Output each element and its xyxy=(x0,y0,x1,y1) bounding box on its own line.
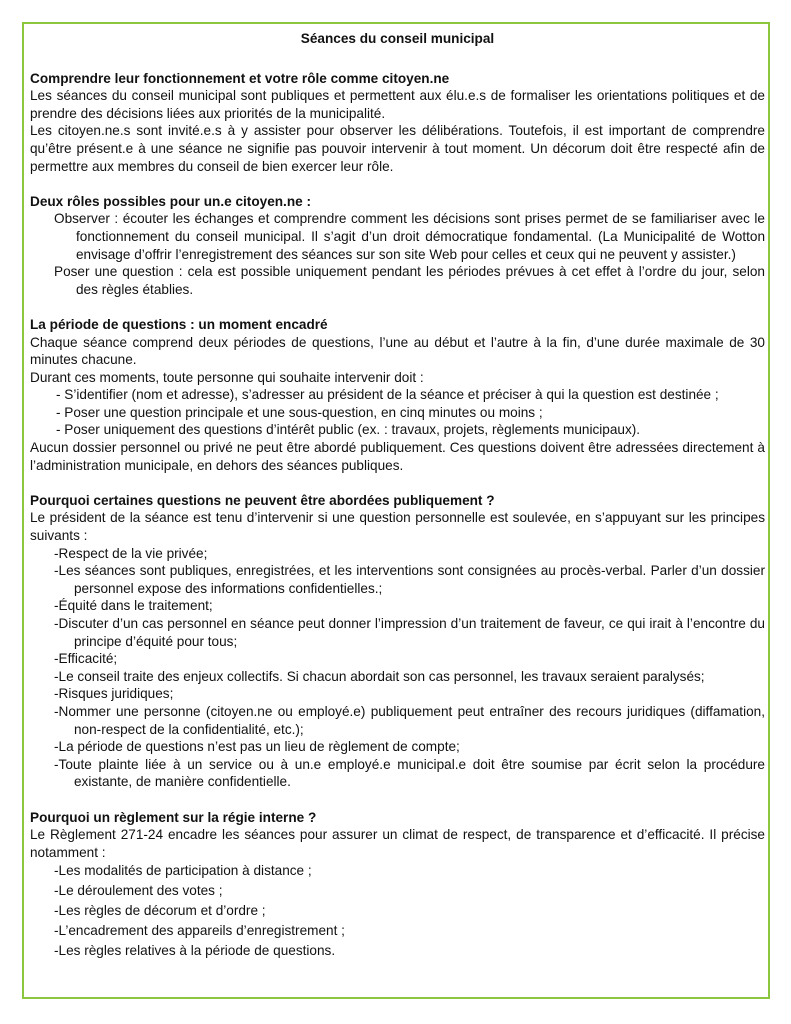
list-item: -Les séances sont publiques, enregistrées, et les interventions sont consignées au procès-verbal. Parler d’un dossier personnel expose des informations confidentielles.; xyxy=(54,563,765,596)
paragraph: Durant ces moments, toute personne qui souhaite intervenir doit : xyxy=(30,369,424,385)
paragraph: Les citoyen.ne.s sont invité.e.s à y assister pour observer les délibérations. Toutefois, il est important de comprendre qu’être présent.e à une séance ne signifie pas pouvoir intervenir à tout moment. Un décorum doit être respecté afin de permettre aux membres du conseil de bien exercer leur rôle. xyxy=(30,123,765,174)
role-item-observer: Observer : écouter les échanges et comprendre comment les décisions sont prises permet de se familiariser avec le fonctionnement du conseil municipal. Il s’agit d’un droit démocratique fondamental. (La Municipalité de Wotton envisage d’offrir l’enregistrement des séances sur son site Web pour celles et ceux qui ne peuvent y assister.) xyxy=(54,211,765,262)
list-item: - Poser uniquement des questions d’intérêt public (ex. : travaux, projets, règlements municipaux). xyxy=(56,422,641,438)
list-item: -Les modalités de participation à distance ; xyxy=(54,863,312,879)
list-item: -La période de questions n’est pas un lieu de règlement de compte; xyxy=(54,739,460,755)
section-pourquoi-questions xyxy=(30,492,765,791)
section-heading: Comprendre leur fonctionnement et votre rôle comme citoyen.ne xyxy=(30,70,450,86)
list-item: - Poser une question principale et une sous-question, en cinq minutes ou moins ; xyxy=(56,404,543,420)
paragraph: Le président de la séance est tenu d’intervenir si une question personnelle est soulevée, en s’appuyant sur les principes suivants : xyxy=(30,510,765,544)
list-item: -Respect de la vie privée; xyxy=(54,545,208,561)
list-item: -Les règles de décorum et d’ordre ; xyxy=(54,903,266,919)
list-item: -Le déroulement des votes ; xyxy=(54,883,223,899)
section-heading: Pourquoi un règlement sur la régie interne ? xyxy=(30,809,317,825)
section-deux-roles xyxy=(30,193,765,299)
list-item: -Discuter d’un cas personnel en séance peut donner l’impression d’un traitement de faveur, ce qui irait à l’encontre du principe d’équité pour tous; xyxy=(54,616,765,649)
list-item: - S’identifier (nom et adresse), s’adresser au président de la séance et préciser à qui la question est destinée ; xyxy=(56,387,719,403)
section-heading: Pourquoi certaines questions ne peuvent être abordées publiquement ? xyxy=(30,492,495,508)
section-periode-questions xyxy=(30,316,765,474)
document-body xyxy=(30,30,765,979)
paragraph: Chaque séance comprend deux périodes de questions, l’une au début et l’autre à la fin, d’une durée maximale de 30 minutes chacune. xyxy=(30,334,765,368)
paragraph: Aucun dossier personnel ou privé ne peut être abordé publiquement. Ces questions doivent être adressées directement à l’administration municipale, en dehors des séances publiques. xyxy=(30,440,765,473)
section-role-citoyen xyxy=(30,70,765,176)
list-item: -Efficacité; xyxy=(54,651,118,667)
list-item: -Équité dans le traitement; xyxy=(54,598,213,614)
role-item-poser-question: Poser une question : cela est possible uniquement pendant les périodes prévues à cet effet à l’ordre du jour, selon des règles établies. xyxy=(54,264,765,297)
list-item: -Nommer une personne (citoyen.ne ou employé.e) publiquement peut entraîner des recours juridiques (diffamation, non-respect de la confidentialité, etc.); xyxy=(54,703,765,737)
list-item: -Toute plainte liée à un service ou à un.e employé.e municipal.e doit être soumise par écrit selon la procédure existante, de manière confidentielle. xyxy=(54,756,765,790)
section-reglement xyxy=(30,809,765,962)
paragraph: Le Règlement 271-24 encadre les séances pour assurer un climat de respect, de transparence et d’efficacité. Il précise notamment : xyxy=(30,827,765,860)
document-title: Séances du conseil municipal xyxy=(300,31,495,46)
section-heading: La période de questions : un moment encadré xyxy=(30,316,328,332)
list-item: -Risques juridiques; xyxy=(54,686,174,702)
list-item: -Les règles relatives à la période de questions. xyxy=(54,943,336,959)
list-item: -L’encadrement des appareils d’enregistrement ; xyxy=(54,923,345,939)
paragraph: Les séances du conseil municipal sont publiques et permettent aux élu.e.s de formaliser les orientations politiques et de prendre des décisions liées aux priorités de la municipalité. xyxy=(30,88,765,121)
section-heading: Deux rôles possibles pour un.e citoyen.ne : xyxy=(30,193,312,209)
list-item: -Le conseil traite des enjeux collectifs. Si chacun abordait son cas personnel, les travaux seraient paralysés; xyxy=(54,668,705,684)
